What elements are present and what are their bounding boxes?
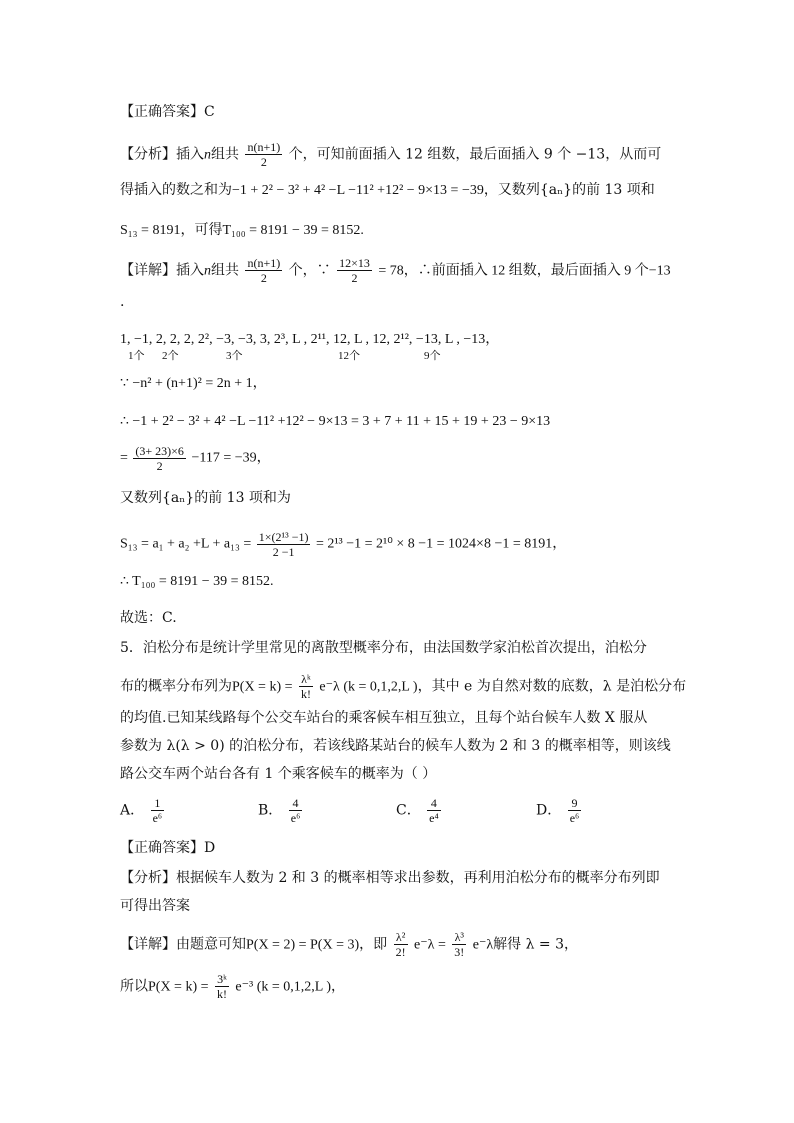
seq-label: 3个 [226,350,243,362]
fraction: $\frac{\text{3ᵏ}}{k!}$ [216,972,227,1001]
q4-s13: S₁₃ = a₁ + a₂ +L + a₁₃ = $\frac{\text{1×(2¹³ −1)}}{2 -1}$ = 2¹³ −1 = 2¹⁰ × 8 −1 = 1024×8 −1 = 8191， [120,530,567,559]
q4-dot: . [120,294,125,310]
seq-label: 1个 [128,350,145,362]
q4-sum2: = $\frac{(3+ 23)\times 6}{2}$ −117 = −39， [120,444,271,473]
fraction: $\frac{\text{λ²}}{2!}$ [395,930,406,959]
q4-detail-line1: 【详解】插入n组共 $\frac{n(n+1)}{2}$ 个，∵ $\frac{12\times 13}{2}$ = 78，∴前面插入 12 组数，最后面插入 9 个−13 [120,256,671,285]
fraction: $\frac{\text{λᵏ}}{k!}$ [300,672,311,701]
q5-last: 所以P(X = k) = $\frac{\text{3ᵏ}}{k!}$ e⁻³ (k = 0,1,2,L )， [120,972,345,1001]
q5-stem1: 5．泊松分布是统计学里常见的离散型概率分布，由法国数学家泊松首次提出，泊松分 [120,640,647,656]
q4-choose: 故选：C. [120,610,177,626]
q4-t100: ∴ T₁₀₀ = 8191 − 39 = 8152. [120,574,274,589]
q4-analysis-line1: 【分析】插入n组共 $\frac{n(n+1)}{2}$ 个，可知前面插入 12 组数，最后面插入 9 个 −13，从而可 [120,140,662,169]
seq-label: 12个 [338,350,360,362]
q4-since: ∵ −n² + (n+1)² = 2n + 1， [120,376,267,391]
q5-stem5: 路公交车两个站台各有 1 个乘客候车的概率为（ ） [120,766,437,782]
q5-analysis1: 【分析】根据候车人数为 2 和 3 的概率相等求出参数，再利用泊松分布的概率分布列即 [120,870,660,886]
q4-seq-sum-text: 又数列{aₙ}的前 13 项和为 [120,490,291,506]
fraction: $\frac{12\times 13}{2}$ [339,256,370,285]
seq-label: 2个 [162,350,179,362]
option-b: B． $\frac{4}{\text{e⁶}}$ [258,796,301,825]
q5-stem2: 布的概率分布列为P(X = k) = $\frac{\text{λᵏ}}{k!}$ e⁻λ (k = 0,1,2,L )，其中 e 为自然对数的底数，λ 是泊松分布 [120,672,687,701]
q4-answer: 【正确答案】C [120,104,215,120]
q5-detail: 【详解】由题意可知P(X = 2) = P(X = 3)，即 $\frac{\text{λ²}}{2!}$ e⁻λ = $\frac{\text{λ³}}{3!}$ e⁻λ解得 λ = 3， [120,930,579,959]
seq-label: 9个 [424,350,441,362]
option-c: C． $\frac{4}{\text{e⁴}}$ [396,796,439,825]
fraction: $\frac{(3+ 23)\times 6}{2}$ [135,444,184,473]
q4-sum: ∴ −1 + 2² − 3² + 4² −L −11² +12² − 9×13 = 3 + 7 + 11 + 15 + 19 + 23 − 9×13 [120,414,551,429]
q5-answer: 【正确答案】D [120,840,216,856]
fraction: $\frac{n(n+1)}{2}$ [247,256,281,285]
fraction: $\frac{\text{λ³}}{3!}$ [454,930,465,959]
option-d: D． $\frac{9}{\text{e⁶}}$ [536,796,580,825]
q5-stem3: 的均值.已知某线路每个公交车站台的乘客候车相互独立，且每个站台候车人数 X 服从 [120,710,648,726]
option-a: A． $\frac{1}{\text{e⁶}}$ [120,796,163,825]
q5-stem4: 参数为 λ(λ > 0) 的泊松分布，若该线路某站台的候车人数为 2 和 3 的概率相等，则该线 [120,738,671,754]
q4-analysis-line2: 得插入的数之和为−1 + 2² − 3² + 4² −L −11² +12² − 9×13 = −39，又数列{aₙ}的前 13 项和 [120,182,655,198]
q4-analysis-line3: S₁₃ = 8191，可得T₁₀₀ = 8191 − 39 = 8152. [120,222,364,238]
fraction: $\frac{n(n+1)}{2}$ [247,140,281,169]
fraction: $\frac{\text{1×(2¹³ −1)}}{2 -1}$ [258,530,309,559]
q5-analysis2: 可得出答案 [120,898,190,914]
q4-sequence: 1, −1, 2, 2, 2, 2², −3, −3, 3, 2³, L , 2¹¹, 12, L , 12, 2¹², −13, L , −13， [120,332,500,347]
